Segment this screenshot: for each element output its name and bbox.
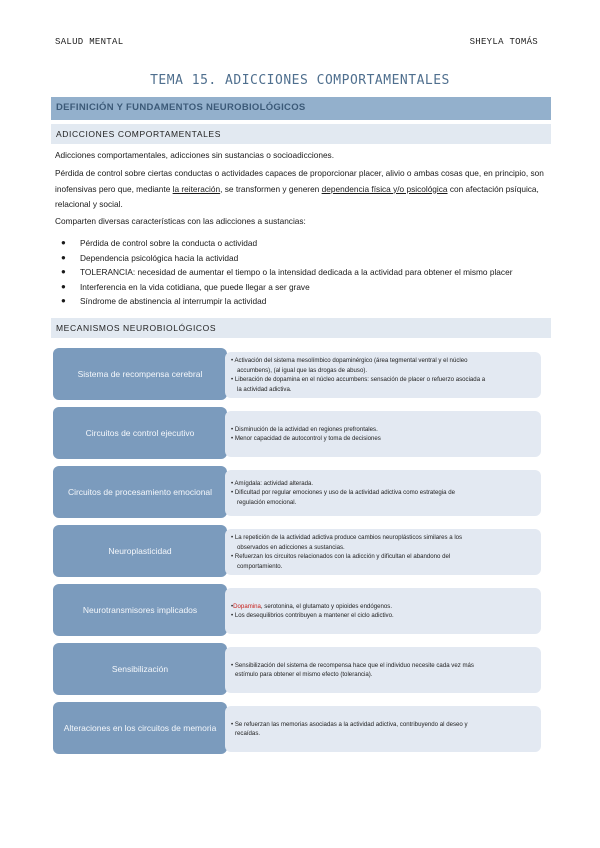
mechanism-label: Circuitos de control ejecutivo bbox=[53, 407, 227, 459]
mechanism-row bbox=[53, 584, 541, 636]
bullet-icon: ● bbox=[61, 296, 66, 305]
mechanism-row bbox=[53, 348, 541, 400]
mechanism-description: • Amígdala: actividad alterada. • Dificultad por regular emociones y uso de la actividad adictiva como estrategia de regulación emocional. bbox=[225, 470, 541, 516]
paragraph-definition bbox=[55, 166, 550, 213]
mechanism-row bbox=[53, 525, 541, 577]
section-heading: DEFINICIÓN Y FUNDAMENTOS NEUROBIOLÓGICOS bbox=[56, 102, 306, 113]
mechanism-description: • Disminución de la actividad en regiones prefrontales. • Menor capacidad de autocontrol y toma de decisiones bbox=[225, 411, 541, 457]
mechanism-label: Sensibilización bbox=[53, 643, 227, 695]
header-subject: SALUD MENTAL bbox=[55, 37, 124, 47]
mechanism-label: Neurotransmisores implicados bbox=[53, 584, 227, 636]
section-heading-band bbox=[51, 97, 551, 120]
mechanism-description: • La repetición de la actividad adictiva produce cambios neuroplásticos similares a los observados en adicciones a sustancias. • Refuerzan los circuitos relacionados con la adicción y dificultan el abandono del comportamiento. bbox=[225, 529, 541, 575]
header-author: SHEYLA TOMÁS bbox=[469, 37, 538, 47]
subsection-heading: MECANISMOS NEUROBIOLÓGICOS bbox=[56, 323, 217, 333]
mechanism-description: • Activación del sistema mesolímbico dopaminérgico (área tegmental ventral y el núcleo accumbens), (al igual que las drogas de abuso). • Liberación de dopamina en el núcleo accumbens: sensación de placer o refuerzo asociada a la actividad adictiva. bbox=[225, 352, 541, 398]
bullet-icon: ● bbox=[61, 238, 66, 247]
subsection-heading: ADICCIONES COMPORTAMENTALES bbox=[56, 129, 221, 139]
definition-underline-1: la reiteración bbox=[172, 183, 221, 194]
definition-text-3: con afectación psíquica, relacional y social. bbox=[55, 183, 539, 209]
mechanism-row bbox=[53, 407, 541, 459]
bullet-icon: ● bbox=[61, 253, 66, 262]
mechanism-label: Neuroplasticidad bbox=[53, 525, 227, 577]
paragraph-intro: Adicciones comportamentales, adicciones sin sustancias o socioadicciones. bbox=[55, 150, 335, 160]
bullet-icon: ● bbox=[61, 267, 66, 276]
mechanism-label: Alteraciones en los circuitos de memoria bbox=[53, 702, 227, 754]
mechanism-description: • Sensibilización del sistema de recompensa hace que el individuo necesite cada vez más estímulo para obtener el mismo efecto (tolerancia). bbox=[225, 647, 541, 693]
definition-text-1: Pérdida de control sobre ciertas conductas o actividades capaces de proporcionar placer, alivio o ambas cosas que, en principio, son inofensivas pero que, mediante bbox=[55, 168, 544, 194]
paragraph-characteristics: Comparten diversas características con las adicciones a sustancias: bbox=[55, 216, 306, 226]
subsection-heading-band bbox=[51, 124, 551, 144]
bullet-icon: ● bbox=[61, 282, 66, 291]
mechanism-description: • Se refuerzan las memorias asociadas a la actividad adictiva, contribuyendo al deseo y recaídas. bbox=[225, 706, 541, 752]
definition-underline-2: dependencia física y/o psicológica bbox=[321, 183, 448, 194]
definition-text-2: , se transformen y generen bbox=[220, 183, 322, 194]
mechanism-row bbox=[53, 643, 541, 695]
mechanism-row bbox=[53, 702, 541, 754]
page-title: TEMA 15. ADICCIONES COMPORTAMENTALES bbox=[150, 73, 450, 88]
mechanism-label: Sistema de recompensa cerebral bbox=[53, 348, 227, 400]
highlight-dopamina: Dopamina bbox=[233, 602, 261, 610]
mechanism-row bbox=[53, 466, 541, 518]
mechanism-label: Circuitos de procesamiento emocional bbox=[53, 466, 227, 518]
subsection-heading-band bbox=[51, 318, 551, 338]
mechanism-description: •Dopamina, serotonina, el glutamato y opioides endógenos. • Los desequilibrios contribuyen a mantener el ciclo adictivo. bbox=[225, 588, 541, 634]
